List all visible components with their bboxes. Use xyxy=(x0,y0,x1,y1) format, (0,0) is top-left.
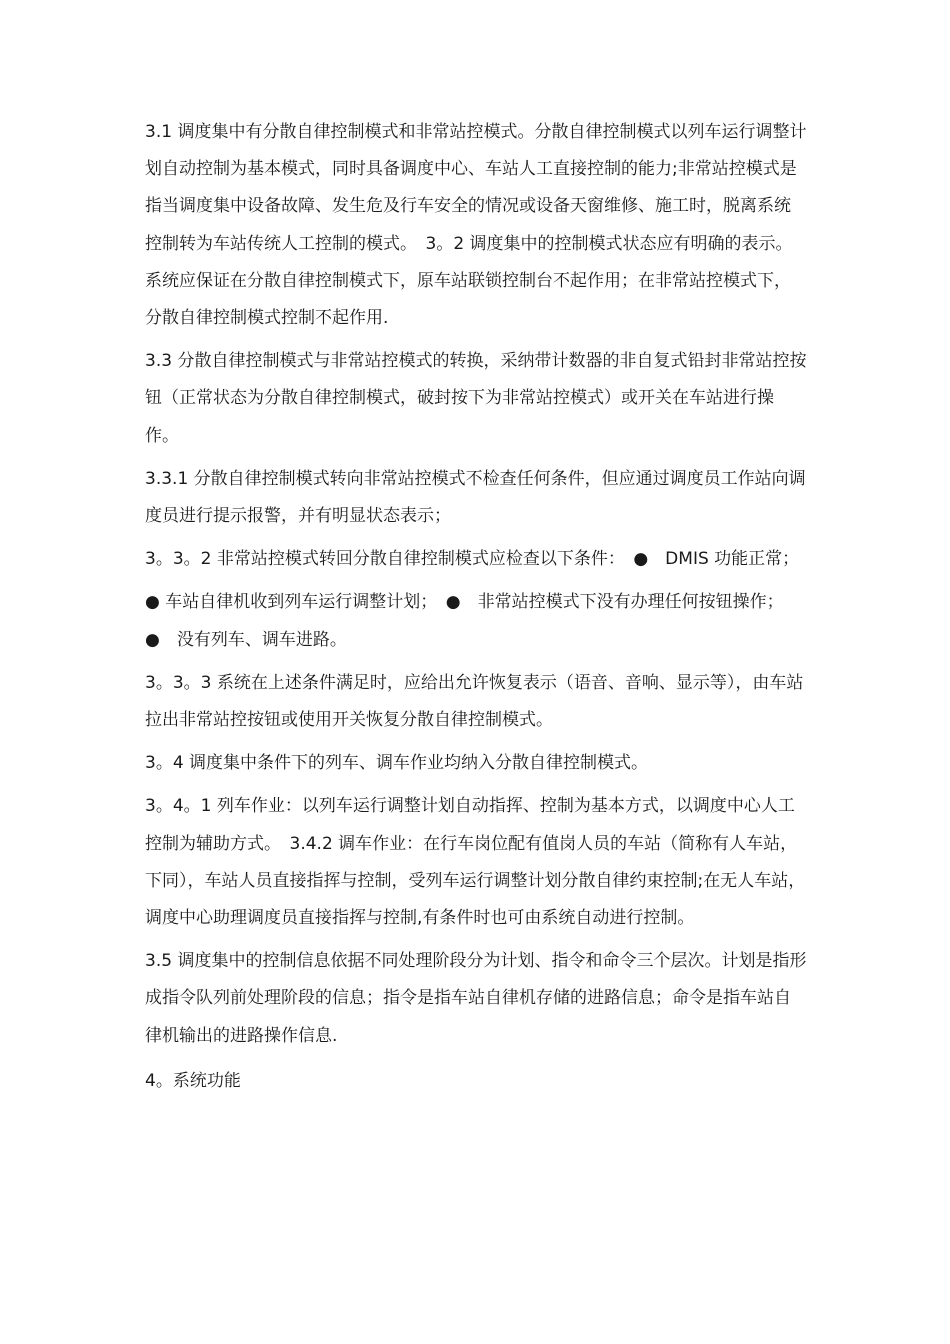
paragraph-3-3-3: 3。3。3 系统在上述条件满足时，应给出允许恢复表示（语音、音响、显示等），由车站拉出非常站控按钮或使用开关恢复分散自律控制模式。 xyxy=(145,672,804,731)
paragraph-3-3-2: 3。3。2 非常站控模式转回分散自律控制模式应检查以下条件： ● DMIS 功能正常； xyxy=(145,549,800,570)
document-body xyxy=(145,114,810,1106)
paragraph-3-1-to-3-2: 3.1 调度集中有分散自律控制模式和非常站控模式。分散自律控制模式以列车运行调整计划自动控制为基本模式，同时具备调度中心、车站人工直接控制的能力;非常站控模式是指当调度集中设备故障、发生危及行车安全的情况或设备天窗维修、施工时，脱离系统控制转为车站传统人工控制的模式。 3。2 调度集中的控制模式状态应有明确的表示。系统应保证在分散自律控制模式下，原车站联锁控制台不起作用；在非常站控模式下，分散自律控制模式控制不起作用. xyxy=(145,122,807,329)
paragraph-3-5: 3.5 调度集中的控制信息依据不同处理阶段分为计划、指令和命令三个层次。计划是指形成指令队列前处理阶段的信息；指令是指车站自律机存储的进路信息；命令是指车站自律机输出的进路操作信息. xyxy=(145,951,807,1046)
paragraph-3-3: 3.3 分散自律控制模式与非常站控模式的转换，采纳带计数器的非自复式铅封非常站控按钮（正常状态为分散自律控制模式，破封按下为非常站控模式）或开关在车站进行操作。 xyxy=(145,351,807,446)
paragraph-bullet-conditions: ● 车站自律机收到列车运行调整计划； ● 非常站控模式下没有办理任何按钮操作； ● 没有列车、调车进路。 xyxy=(145,592,810,650)
section-heading-4: 4。系统功能 xyxy=(145,1070,241,1091)
paragraph-3-4-1-to-3-4-2: 3。4。1 列车作业：以列车运行调整计划自动指挥、控制为基本方式，以调度中心人工控制为辅助方式。 3.4.2 调车作业：在行车岗位配有值岗人员的车站（简称有人车站，下同），车站人员直接指挥与控制，受列车运行调整计划分散自律约束控制;在无人车站，调度中心助理调度员直接指挥与控制,有条件时也可由系统自动进行控制。 xyxy=(145,796,806,929)
paragraph-3-4: 3。4 调度集中条件下的列车、调车作业均纳入分散自律控制模式。 xyxy=(145,753,649,774)
paragraph-3-3-1: 3.3.1 分散自律控制模式转向非常站控模式不检查任何条件，但应通过调度员工作站向调度员进行提示报警，并有明显状态表示； xyxy=(145,468,806,527)
